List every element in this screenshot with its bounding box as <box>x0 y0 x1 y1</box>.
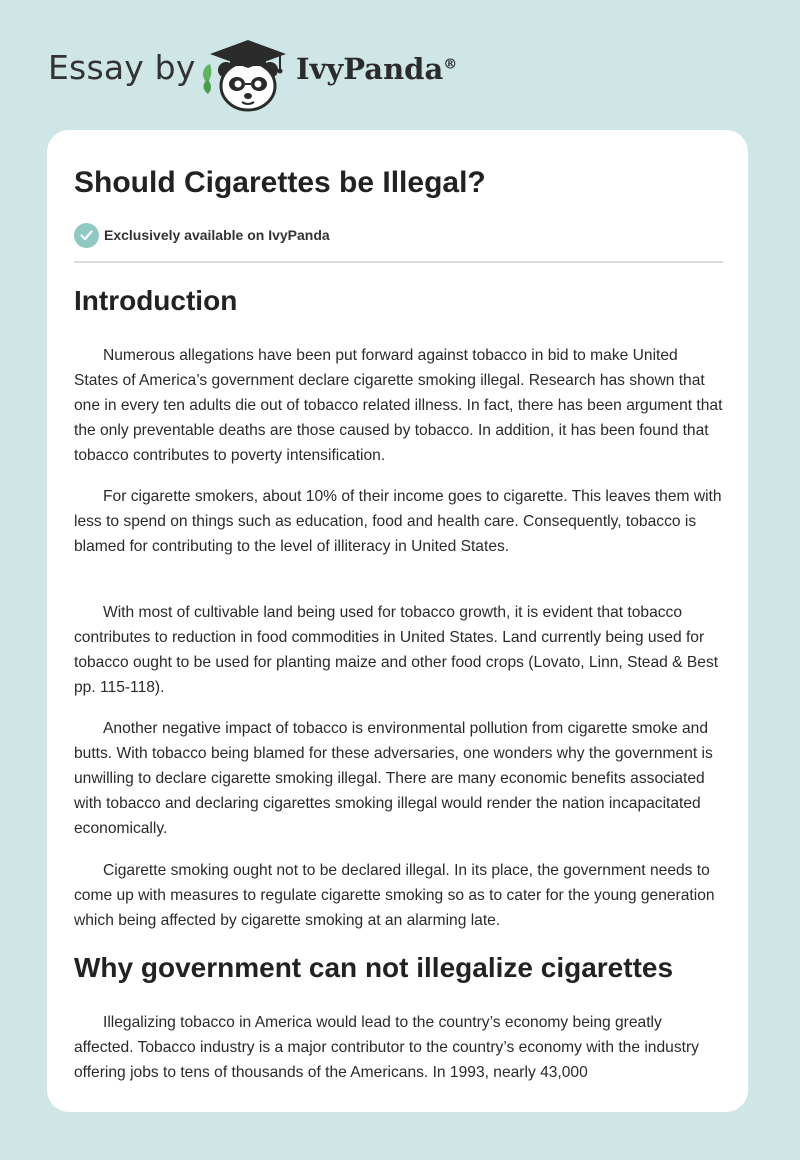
paragraph: Another negative impact of tobacco is environmental pollution from cigarette smoke and butts. With tobacco being blamed for these adversaries, one wonders why the government is unwilling to declare cigarette smoking illegal. There are many economic benefits associated with tobacco and declaring cigarettes smoking illegal would render the nation incapacitated economically. <box>74 720 713 837</box>
essay-card <box>47 130 748 1112</box>
paragraph: For cigarette smokers, about 10% of their income goes to cigarette. This leaves them with less to spend on things such as education, food and health care. Consequently, tobacco is blamed for contributing to the level of illiteracy in United States. <box>74 488 722 555</box>
brand-header <box>48 34 508 114</box>
brand-name: IvyPanda® <box>296 52 458 86</box>
section-heading-why-government: Why government can not illegalize cigarettes <box>74 952 674 983</box>
exclusive-label: Exclusively available on IvyPanda <box>104 227 330 243</box>
panda-graduate-icon <box>200 36 290 112</box>
title-divider <box>74 261 723 263</box>
section-heading-introduction: Introduction <box>74 285 238 316</box>
paragraph: Illegalizing tobacco in America would lead to the country’s economy being greatly affected. Tobacco industry is a major contributor to the country’s economy with the industry offering jobs to tens of thousands of the Americans. In 1993, nearly 43,000 <box>74 1014 699 1081</box>
paragraph: Numerous allegations have been put forward against tobacco in bid to make United States of America’s government declare cigarette smoking illegal. Research has shown that one in every ten adults die out of tobacco related illness. In fact, there has been argument that the only preventable deaths are those caused by tobacco. In addition, it has been found that tobacco contributes to poverty intensification. <box>74 347 723 464</box>
exclusive-badge <box>74 222 330 248</box>
registered-mark: ® <box>443 56 458 73</box>
check-circle-icon <box>74 223 99 248</box>
brand-prefix: Essay by <box>48 48 196 87</box>
checkmark-icon <box>80 230 93 241</box>
paragraph: Cigarette smoking ought not to be declared illegal. In its place, the government needs to come up with measures to regulate cigarette smoking so as to cater for the young generation which being affected by cigarette smoking at an alarming late. <box>74 862 715 929</box>
page-title: Should Cigarettes be Illegal? <box>74 166 486 199</box>
paragraph: With most of cultivable land being used for tobacco growth, it is evident that tobacco contributes to reduction in food commodities in United States. Land currently being used for tobacco ought to be used for planting maize and other food crops (Lovato, Linn, Stead & Best pp. 115-118). <box>74 604 719 696</box>
